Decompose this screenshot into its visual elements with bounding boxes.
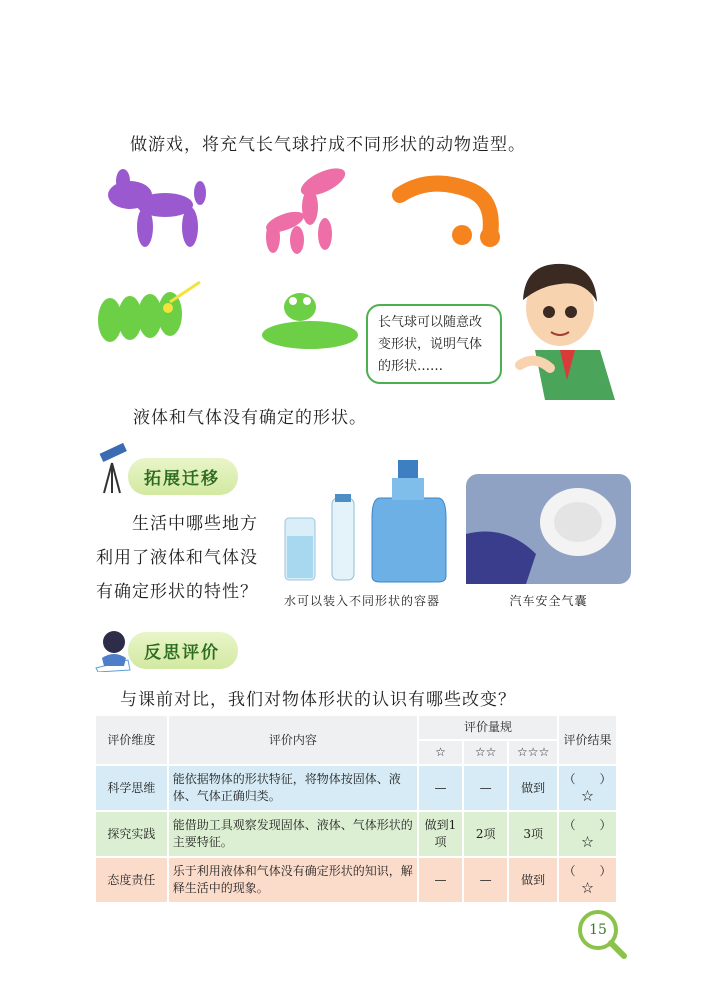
pink-balloon-dog-image [255,162,365,257]
row-star-2: — [479,780,492,795]
table-row [96,858,616,902]
reflection-title: 反思评价 [128,632,238,669]
orange-balloon-animal-image [390,175,510,255]
header-scale: 评价量规 [419,716,557,739]
airbag-caption: 汽车安全气囊 [509,594,588,608]
row-dimension: 探究实践 [107,826,156,841]
header-star-2: ☆☆ [464,741,507,764]
table-row [96,766,616,810]
row-result[interactable]: （ ）☆ [563,772,612,803]
row-result[interactable]: （ ）☆ [563,818,612,849]
header-content: 评价内容 [169,716,417,764]
row-result[interactable]: （ ）☆ [563,864,612,895]
containers-caption: 水可以装入不同形状的容器 [283,594,440,608]
table-row [96,812,616,856]
extension-question-line-3: 有确定形状的特性？ [96,582,258,602]
conclusion-text: 液体和气体没有确定的形状。 [133,408,367,428]
row-content: 乐于利用液体和气体没有确定形状的知识，解释生活中的现象。 [172,864,413,895]
purple-balloon-dog-image [95,165,225,255]
row-star-1: — [434,872,447,887]
row-content: 能依据物体的形状特征，将物体按固体、液体、气体正确归类。 [172,772,401,803]
airbag-image [466,474,631,584]
page-number: 15 [589,922,607,938]
evaluation-table [94,714,618,904]
row-content: 能借助工具观察发现固体、液体、气体形状的主要特征。 [172,818,413,849]
containers-image [280,458,450,584]
green-balloon-frog-image [255,285,365,360]
extension-question-line-2: 利用了液体和气体没 [96,548,258,568]
row-star-3: 做到 [521,872,546,887]
reflection-question: 与课前对比，我们对物体形状的认识有哪些改变？ [120,690,516,710]
boy-illustration [505,250,625,400]
header-result: 评价结果 [559,716,616,764]
extension-title: 拓展迁移 [128,458,238,495]
row-dimension: 科学思维 [107,780,156,795]
row-star-1: 做到1项 [424,818,457,849]
header-star-1: ☆ [419,741,462,764]
row-dimension: 态度责任 [107,872,156,887]
row-star-2: 2项 [475,826,496,841]
speech-bubble-text: 长气球可以随意改变形状，说明气体的形状…… [378,315,483,374]
speech-bubble [366,304,502,384]
telescope-icon [94,438,134,498]
row-star-1: — [434,780,447,795]
row-star-3: 做到 [521,780,546,795]
header-dimension: 评价维度 [96,716,167,764]
extension-question-line-1: 生活中哪些地方 [132,514,258,534]
row-star-2: — [479,872,492,887]
game-instruction: 做游戏，将充气长气球拧成不同形状的动物造型。 [130,135,526,155]
green-balloon-caterpillar-image [90,280,210,360]
row-star-3: 3项 [523,826,543,841]
reading-student-icon [92,628,132,672]
header-star-3: ☆☆☆ [509,741,557,764]
